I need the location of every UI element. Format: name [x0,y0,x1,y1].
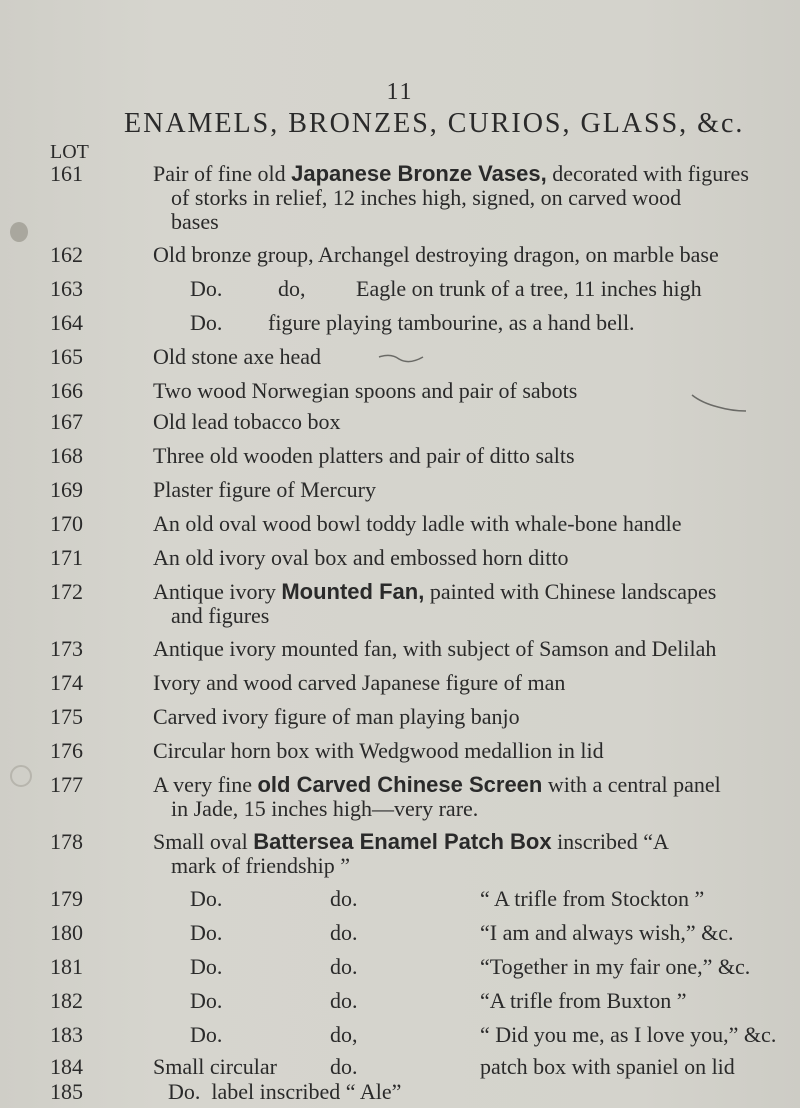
lot-number: 185 [50,1079,83,1104]
ditto-mark: do. [330,1054,358,1079]
ditto-mark: Do. [190,1022,223,1047]
ditto-mark: do. [330,988,358,1013]
lot-description: Small circular [153,1054,278,1079]
paper-stain [10,222,28,242]
lot-description: Do. label inscribed “ Ale” [168,1079,402,1104]
lot-number: 164 [50,310,83,335]
lot-number: 178 [50,829,83,854]
lot-description: “Together in my fair one,” &c. [480,954,751,979]
lot-description: Old stone axe head [153,344,321,369]
lot-description: Ivory and wood carved Japanese figure of man [153,670,566,695]
lot-number: 180 [50,920,83,945]
ditto-mark: do. [330,920,358,945]
lot-description: figure playing tambourine, as a hand bell. [268,310,635,335]
lot-description: “ A trifle from Stockton ” [480,886,705,911]
ditto-mark: do, [278,276,306,301]
lot-number: 184 [50,1054,83,1079]
lot-description: Old lead tobacco box [153,409,341,434]
lot-number: 168 [50,443,83,468]
lot-description: Pair of fine old Japanese Bronze Vases, decorated with figures of storks in relief, 12 inches high, signed, on carved wood bases [153,161,749,234]
page-number: 11 [386,79,414,105]
lot-number: 166 [50,378,83,403]
lot-description: Antique ivory Mounted Fan, painted with Chinese landscapes and figures [153,579,717,628]
lot-description: A very fine old Carved Chinese Screen with a central panel in Jade, 15 inches high—very rare. [153,772,721,821]
ditto-mark: do. [330,954,358,979]
lot-description: Three old wooden platters and pair of ditto salts [153,443,575,468]
lot-number: 179 [50,886,83,911]
lot-number: 181 [50,954,83,979]
lot-number: 169 [50,477,83,502]
lot-number: 163 [50,276,83,301]
lot-description: Old bronze group, Archangel destroying dragon, on marble base [153,242,719,267]
ditto-mark: Do. [190,886,223,911]
ditto-mark: Do. [190,276,223,301]
ditto-mark: do. [330,886,358,911]
ditto-mark: Do. [190,920,223,945]
lot-description: “ Did you me, as I love you,” &c. [480,1022,777,1047]
lot-description: Antique ivory mounted fan, with subject of Samson and Delilah [153,636,717,661]
pencil-mark [377,349,427,367]
lot-description: An old ivory oval box and embossed horn ditto [153,545,569,570]
lot-number: 161 [50,161,83,186]
lot-description: Eagle on trunk of a tree, 11 inches high [356,276,702,301]
lot-number: 177 [50,772,83,797]
lot-number: 176 [50,738,83,763]
paper-stain [10,765,32,787]
lot-number: 173 [50,636,83,661]
lot-description: Two wood Norwegian spoons and pair of sabots [153,378,578,403]
lot-number: 170 [50,511,83,536]
lot-column-label: LOT [50,141,89,163]
lot-description: patch box with spaniel on lid [480,1054,735,1079]
lot-number: 175 [50,704,83,729]
lot-description: An old oval wood bowl toddy ladle with whale-bone handle [153,511,682,536]
lot-number: 165 [50,344,83,369]
ditto-mark: Do. [190,310,223,335]
lot-number: 182 [50,988,83,1013]
lot-description: Carved ivory figure of man playing banjo [153,704,520,729]
lot-number: 172 [50,579,83,604]
lot-number: 167 [50,409,83,434]
lot-number: 183 [50,1022,83,1047]
lot-description: Circular horn box with Wedgwood medallion in lid [153,738,604,763]
lot-description: Plaster figure of Mercury [153,477,376,502]
lot-description: “I am and always wish,” &c. [480,920,734,945]
lot-number: 162 [50,242,83,267]
lot-description: “A trifle from Buxton ” [480,988,687,1013]
ditto-mark: Do. [190,988,223,1013]
lot-number: 174 [50,670,83,695]
lot-description: Small oval Battersea Enamel Patch Box inscribed “A mark of friendship ” [153,829,669,878]
section-heading: ENAMELS, BRONZES, CURIOS, GLASS, &c. [124,108,745,139]
ditto-mark: Do. [190,954,223,979]
ditto-mark: do, [330,1022,358,1047]
lot-number: 171 [50,545,83,570]
